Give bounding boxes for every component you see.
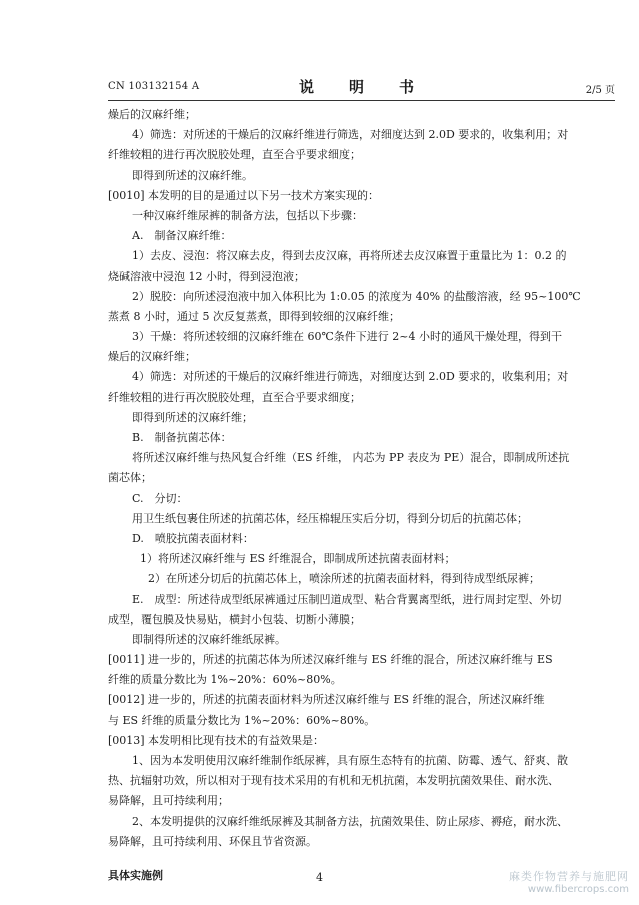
- line-text: 烧碱溶液中浸泡 12 小时，得到浸泡液；: [108, 269, 305, 283]
- line-text: 4）筛选：对所述的干燥后的汉麻纤维进行筛选，对细度达到 2.0D 要求的，收集利用；对: [132, 370, 569, 384]
- line-text: 成型，覆包膜及快易贴，横封小包装、切断小薄膜；: [108, 612, 361, 626]
- line-text: E. 成型：所述待成型纸尿裤通过压制凹道成型、粘合背翼离型纸，进行周封定型、外切: [132, 592, 562, 606]
- line-text: 蒸煮 8 小时，通过 5 次反复蒸煮，即得到较细的汉麻纤维；: [108, 309, 400, 323]
- paragraph-line: [108, 630, 620, 650]
- page-number: 4: [316, 871, 323, 884]
- line-text: D. 喷胶抗菌表面材料：: [132, 531, 254, 545]
- paragraph-line: [108, 166, 620, 186]
- paragraph-line: [108, 690, 620, 710]
- line-text: 易降解，且可持续利用、环保且节省资源。: [108, 834, 317, 848]
- line-text: A. 制备汉麻纤维：: [132, 229, 232, 243]
- line-text: 1、因为本发明使用汉麻纤维制作纸尿裤，具有原生态特有的抗菌、防霉、透气、舒爽、散: [132, 754, 568, 767]
- header-rule: [108, 100, 615, 101]
- paragraph-line: [108, 367, 620, 387]
- paragraph-line: [108, 489, 620, 509]
- paragraph-number: [0010]: [108, 188, 145, 202]
- line-text: C. 分切：: [132, 491, 188, 505]
- paragraph-line: [108, 448, 620, 468]
- paragraph-line: [108, 186, 620, 206]
- paragraph-line: [108, 590, 620, 610]
- line-text: 3）干燥：将所述较细的汉麻纤维在 60℃条件下进行 2~4 小时的通风干燥处理，得到干: [132, 330, 563, 344]
- line-text: 1）将所述汉麻纤维与 ES 纤维混合，即制成所述抗菌表面材料；: [140, 552, 456, 566]
- paragraph-line: [108, 468, 620, 488]
- paragraph-line: [108, 812, 620, 832]
- paragraph-line: [108, 388, 620, 408]
- paragraph-line: [108, 327, 620, 347]
- line-text: 纤维的质量分数比为 1%~20%：60%~80%。: [108, 673, 342, 687]
- line-text: 进一步的，所述的抗菌表面材料为所述汉麻纤维与 ES 纤维的混合，所述汉麻纤维: [148, 693, 545, 707]
- line-text: 用卫生纸包裹住所述的抗菌芯体，经压棉辊压实后分切，得到分切后的抗菌芯体；: [132, 511, 528, 525]
- line-text: 菌芯体；: [108, 471, 152, 485]
- line-text: 本发明的目的是通过以下另一技术方案实现的：: [148, 188, 379, 202]
- paragraph-line: [108, 145, 620, 165]
- line-text: 与 ES 纤维的质量分数比为 1%~20%：60%~80%。: [108, 713, 376, 727]
- paragraph-number: [0012]: [108, 693, 145, 707]
- paragraph-line: [108, 731, 620, 751]
- line-text: 本发明相比现有技术的有益效果是：: [148, 733, 324, 747]
- paragraph-line: [108, 832, 620, 852]
- line-text: 燥后的汉麻纤维；: [108, 350, 196, 364]
- paragraph-line: [108, 347, 620, 367]
- line-text: 2）在所述分切后的抗菌芯体上，喷涂所述的抗菌表面材料，得到待成型纸尿裤；: [148, 572, 540, 586]
- paragraph-line: [108, 509, 620, 529]
- paragraph-line: [108, 428, 620, 448]
- line-text: 即得到所述的汉麻纤维；: [132, 410, 253, 424]
- paragraph-line: [108, 287, 620, 307]
- paragraph-line: [108, 307, 620, 327]
- page-header: [108, 76, 615, 98]
- paragraph-line: [108, 267, 620, 287]
- paragraph-number: [0011]: [108, 653, 145, 667]
- line-text: 2、本发明提供的汉麻纤维纸尿裤及其制备方法，抗菌效果佳、防止尿疹、褥疮，耐水洗、: [132, 814, 568, 828]
- line-text: 一种汉麻纤维尿裤的制备方法，包括以下步骤：: [132, 208, 363, 222]
- section-heading: 具体实施例: [108, 868, 163, 882]
- site-watermark: [509, 870, 629, 896]
- paragraph-line: [108, 771, 620, 791]
- line-text: 1）去皮、浸泡：将汉麻去皮，得到去皮汉麻，再将所述去皮汉麻置于重量比为 1：0.2 的: [132, 249, 567, 263]
- line-text: 即得到所述的汉麻纤维。: [132, 168, 253, 182]
- paragraph-line: [108, 569, 620, 589]
- publication-number: CN 103132154 A: [108, 81, 200, 92]
- paragraph-line: [108, 791, 620, 811]
- line-text: 纤维较粗的进行再次脱胶处理，直至合乎要求细度；: [108, 148, 361, 162]
- paragraph-line: [108, 549, 620, 569]
- paragraph-line: [108, 105, 620, 125]
- line-text: 将所述汉麻纤维与热风复合纤维（ES 纤维， 内芯为 PP 表皮为 PE）混合，即制成所述抗: [132, 451, 570, 465]
- line-text: 进一步的，所述的抗菌芯体为所述汉麻纤维与 ES 纤维的混合，所述汉麻纤维与 ES: [148, 653, 553, 667]
- line-text: B. 制备抗菌芯体：: [132, 431, 232, 444]
- line-text: 即制得所述的汉麻纤维纸尿裤。: [132, 632, 286, 646]
- line-text: 热、抗辐射功效，所以相对于现有技术采用的有机和无机抗菌，本发明抗菌效果佳、耐水洗、: [108, 774, 559, 788]
- line-text: 2）脱胶：向所述浸泡液中加入体积比为 1:0.05 的浓度为 40% 的盐酸溶液，经 95~100℃: [132, 289, 581, 303]
- line-text: 燥后的汉麻纤维；: [108, 108, 196, 121]
- watermark-name: 麻类作物营养与施肥网: [509, 870, 629, 883]
- document-title: 说 明 书: [298, 78, 424, 96]
- document-body: [108, 105, 620, 886]
- paragraph-line: [108, 650, 620, 670]
- paragraph-line: [108, 670, 620, 690]
- line-text: 4）筛选：对所述的干燥后的汉麻纤维进行筛选，对细度达到 2.0D 要求的，收集利用；对: [132, 128, 569, 142]
- paragraph-line: [108, 408, 620, 428]
- line-text: 易降解，且可持续利用；: [108, 794, 229, 808]
- page-indicator: 2/5 页: [585, 85, 615, 96]
- paragraph-number: [0013]: [108, 733, 145, 747]
- watermark-url: www.fibercrops.com: [527, 884, 629, 895]
- paragraph-line: [108, 125, 620, 145]
- paragraph-line: [108, 751, 620, 771]
- paragraph-line: [108, 206, 620, 226]
- line-text: 纤维较粗的进行再次脱胶处理，直至合乎要求细度；: [108, 390, 361, 404]
- paragraph-line: [108, 529, 620, 549]
- paragraph-line: [108, 246, 620, 266]
- paragraph-line: [108, 226, 620, 246]
- paragraph-line: [108, 610, 620, 630]
- paragraph-line: [108, 711, 620, 731]
